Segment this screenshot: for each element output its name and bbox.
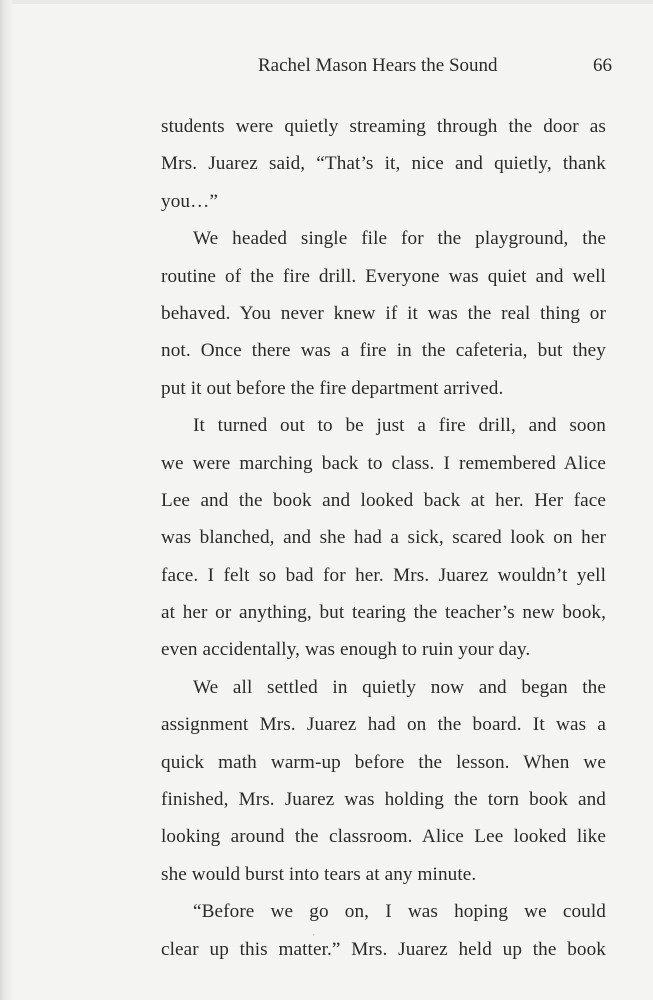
body-text bbox=[161, 108, 606, 968]
text-line: she would burst into tears at any minute. bbox=[161, 863, 477, 885]
text-line: “Before we go on, I was hoping we could bbox=[193, 901, 606, 923]
paragraph bbox=[161, 108, 606, 220]
text-line: Mrs. Juarez said, “That’s it, nice and quietly, thank bbox=[161, 153, 606, 175]
text-line: Lee and the book and looked back at her. Her face bbox=[161, 489, 606, 511]
text-line: not. Once there was a fire in the cafeteria, but they bbox=[161, 340, 606, 362]
page-top-edge bbox=[0, 0, 653, 4]
scan-mark: ˌ bbox=[312, 924, 316, 936]
text-line: was blanched, and she had a sick, scared look on her bbox=[161, 527, 606, 549]
text-line: We headed single file for the playground, the bbox=[193, 228, 606, 250]
text-line: at her or anything, but tearing the teacher’s new book, bbox=[161, 602, 606, 624]
running-header bbox=[258, 52, 612, 80]
page-left-edge bbox=[0, 0, 12, 1000]
text-line: We all settled in quietly now and began the bbox=[193, 676, 606, 698]
page-number: 66 bbox=[593, 55, 612, 76]
text-line: It turned out to be just a fire drill, and soon bbox=[193, 415, 606, 437]
paragraph bbox=[161, 893, 606, 968]
text-line: behaved. You never knew if it was the real thing or bbox=[161, 302, 606, 324]
text-line: looking around the classroom. Alice Lee looked like bbox=[161, 826, 606, 848]
text-line: put it out before the fire department arrived. bbox=[161, 377, 504, 399]
paragraph bbox=[161, 220, 606, 407]
text-line: you…” bbox=[161, 190, 218, 212]
text-line: assignment Mrs. Juarez had on the board. It was a bbox=[161, 714, 606, 736]
text-line: students were quietly streaming through the door as bbox=[161, 116, 606, 137]
text-line: even accidentally, was enough to ruin your day. bbox=[161, 639, 531, 661]
text-line: finished, Mrs. Juarez was holding the torn book and bbox=[161, 789, 606, 811]
paragraph bbox=[161, 407, 606, 669]
text-line: routine of the fire drill. Everyone was quiet and well bbox=[161, 265, 606, 287]
text-line: quick math warm-up before the lesson. When we bbox=[161, 751, 606, 773]
text-line: we were marching back to class. I remembered Alice bbox=[161, 452, 606, 474]
paragraph bbox=[161, 669, 606, 893]
text-line: face. I felt so bad for her. Mrs. Juarez wouldn’t yell bbox=[161, 564, 606, 586]
running-title: Rachel Mason Hears the Sound bbox=[258, 55, 498, 76]
text-line: clear up this matter.” Mrs. Juarez held up the book bbox=[161, 938, 606, 960]
